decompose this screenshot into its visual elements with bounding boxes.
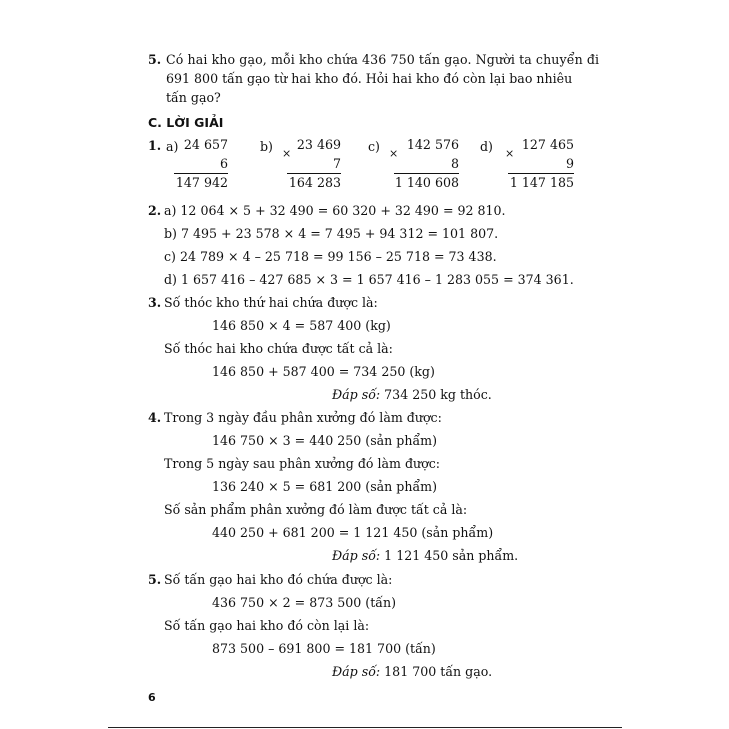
answer-value: 734 250 kg thóc. bbox=[384, 387, 492, 402]
solution-2-line-b: b) 7 495 + 23 578 × 4 = 7 495 + 94 312 = 101 807. bbox=[164, 226, 499, 241]
section-title: C. LỜI GIẢI bbox=[148, 115, 224, 130]
mult-d-rule bbox=[508, 173, 574, 174]
solution-4-text-3: Số sản phẩm phân xưởng đó làm được tất cả là: bbox=[164, 502, 468, 517]
solution-2-line-a: a) 12 064 × 5 + 32 490 = 60 320 + 32 490 = 92 810. bbox=[164, 203, 506, 218]
solution-1-number: 1. bbox=[148, 138, 162, 153]
solution-4-calc-1: 146 750 × 3 = 440 250 (sản phẩm) bbox=[212, 433, 438, 448]
mult-b-rule bbox=[287, 173, 341, 174]
solution-4-text-1: Trong 3 ngày đầu phân xưởng đó làm được: bbox=[164, 410, 442, 425]
mult-a-result: 147 942 bbox=[175, 175, 228, 190]
mult-a-multiplier: 6 bbox=[219, 156, 228, 171]
problem-5-line-1: Có hai kho gạo, mỗi kho chứa 436 750 tấn gạo. Người ta chuyển đi bbox=[166, 52, 600, 67]
solution-5-calc-2: 873 500 – 691 800 = 181 700 (tấn) bbox=[212, 641, 436, 656]
solution-3-answer bbox=[332, 387, 492, 402]
answer-value: 1 121 450 sản phẩm. bbox=[384, 548, 519, 563]
mult-b-multiplier: 7 bbox=[332, 156, 341, 171]
mult-a-label: a) bbox=[166, 139, 179, 154]
multiplication-a bbox=[103, 137, 228, 191]
multiplication-d bbox=[449, 137, 574, 191]
mult-c-label: c) bbox=[368, 139, 380, 154]
solution-2-line-c: c) 24 789 × 4 – 25 718 = 99 156 – 25 718 = 73 438. bbox=[164, 249, 497, 264]
solution-2-line-d: d) 1 657 416 – 427 685 × 3 = 1 657 416 – 1 283 055 = 374 361. bbox=[164, 272, 574, 287]
problem-5-line-3: tấn gạo? bbox=[166, 90, 221, 105]
solution-5-text-2: Số tấn gạo hai kho đó còn lại là: bbox=[164, 618, 370, 633]
mult-c-multiplier: 8 bbox=[450, 156, 459, 171]
solution-4-answer bbox=[332, 548, 518, 563]
solution-3-text-1: Số thóc kho thứ hai chứa được là: bbox=[164, 295, 378, 310]
mult-d-times-sign: × bbox=[505, 147, 515, 160]
page-number: 6 bbox=[148, 691, 156, 704]
solution-3-calc-1: 146 850 × 4 = 587 400 (kg) bbox=[212, 318, 391, 333]
solution-5-calc-1: 436 750 × 2 = 873 500 (tấn) bbox=[212, 595, 397, 610]
mult-c-multiplicand: 142 576 bbox=[406, 137, 459, 152]
mult-d-multiplier: 9 bbox=[565, 156, 574, 171]
solution-3-number: 3. bbox=[148, 295, 162, 310]
answer-label: Đáp số: bbox=[332, 664, 381, 679]
solution-3-text-2: Số thóc hai kho chứa được tất cả là: bbox=[164, 341, 393, 356]
mult-d-result: 1 147 185 bbox=[509, 175, 574, 190]
problem-5-number: 5. bbox=[148, 52, 162, 67]
mult-a-multiplicand: 24 657 bbox=[183, 137, 228, 152]
solution-4-calc-3: 440 250 + 681 200 = 1 121 450 (sản phẩm) bbox=[212, 525, 494, 540]
solution-5-number: 5. bbox=[148, 572, 162, 587]
solution-5-answer bbox=[332, 664, 492, 679]
solution-4-text-2: Trong 5 ngày sau phân xưởng đó làm được: bbox=[164, 456, 441, 471]
mult-b-multiplicand: 23 469 bbox=[296, 137, 341, 152]
multiplication-b bbox=[216, 137, 341, 191]
bottom-rule bbox=[108, 727, 622, 728]
answer-label: Đáp số: bbox=[332, 548, 381, 563]
mult-c-result: 1 140 608 bbox=[394, 175, 459, 190]
mult-d-label: d) bbox=[480, 139, 493, 154]
solution-3-calc-2: 146 850 + 587 400 = 734 250 (kg) bbox=[212, 364, 435, 379]
answer-value: 181 700 tấn gạo. bbox=[384, 664, 493, 679]
solution-4-calc-2: 136 240 × 5 = 681 200 (sản phẩm) bbox=[212, 479, 438, 494]
mult-b-label: b) bbox=[260, 139, 273, 154]
mult-d-multiplicand: 127 465 bbox=[521, 137, 574, 152]
multiplication-c bbox=[334, 137, 459, 191]
mult-b-times-sign: × bbox=[282, 147, 292, 160]
mult-b-result: 164 283 bbox=[288, 175, 341, 190]
answer-label: Đáp số: bbox=[332, 387, 381, 402]
mult-c-times-sign: × bbox=[389, 147, 399, 160]
problem-5-line-2: 691 800 tấn gạo từ hai kho đó. Hỏi hai kho đó còn lại bao nhiêu bbox=[166, 71, 573, 86]
solution-4-number: 4. bbox=[148, 410, 162, 425]
solution-2-number: 2. bbox=[148, 203, 162, 218]
solution-5-text-1: Số tấn gạo hai kho đó chứa được là: bbox=[164, 572, 393, 587]
